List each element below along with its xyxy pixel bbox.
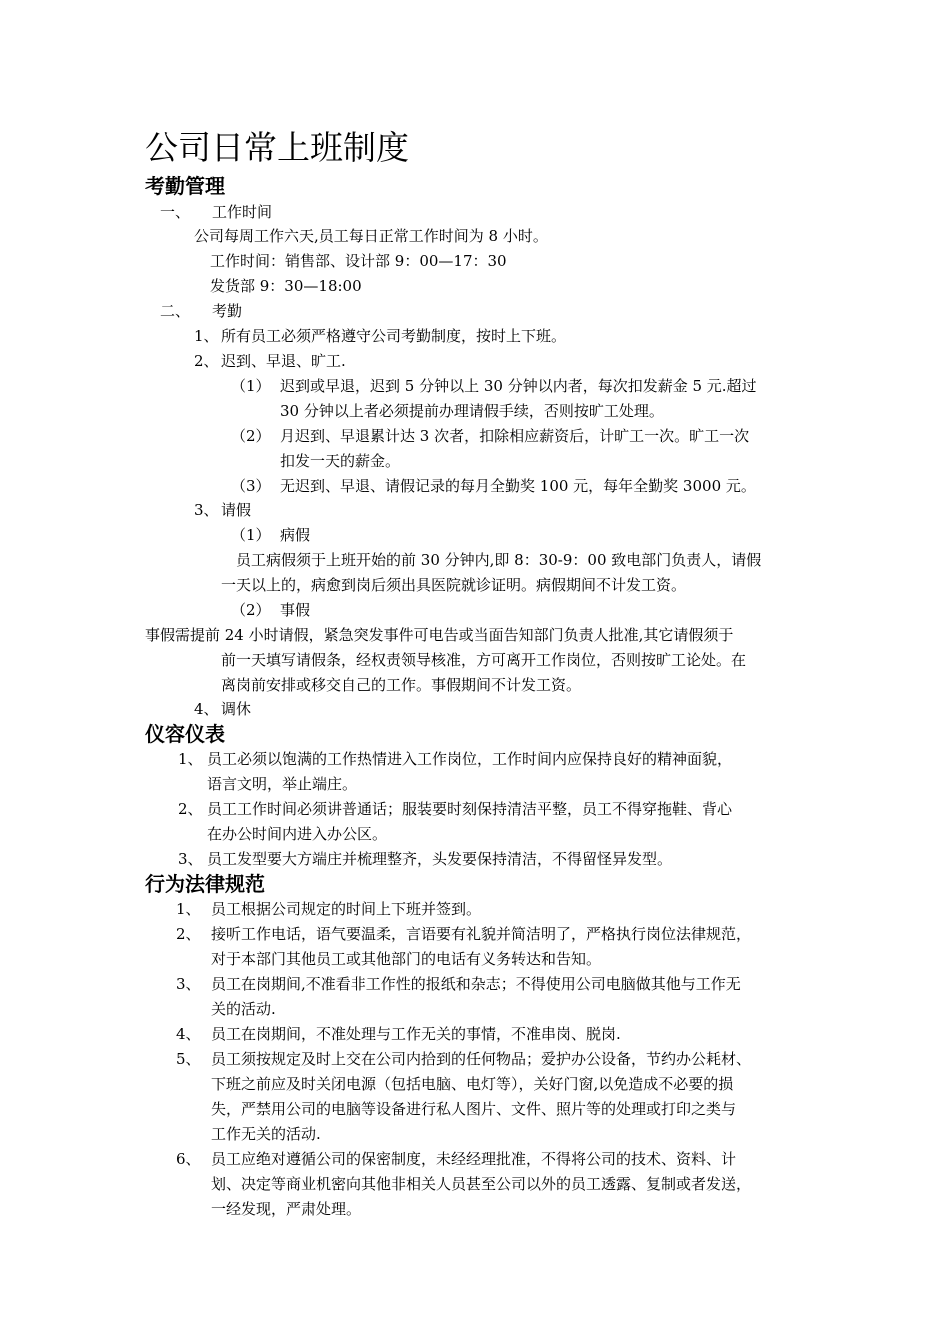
- list-item: 月迟到、早退累计达 3 次者，扣除相应薪资后，计旷工一次。旷工一次: [280, 427, 750, 445]
- paragraph: 事假需提前 24 小时请假，紧急突发事件可电告或当面告知部门负责人批准,其它请假须于: [145, 626, 734, 644]
- list-marker: （1）: [231, 526, 271, 544]
- list-item: 调休: [221, 700, 252, 718]
- list-marker: （2）: [231, 427, 271, 445]
- list-item: 工作无关的活动.: [211, 1125, 321, 1143]
- list-marker: 2、: [178, 800, 203, 818]
- list-marker: 1、: [176, 900, 201, 918]
- list-item: 员工工作时间必须讲普通话；服装要时刻保持清洁平整，员工不得穿拖鞋、背心: [207, 800, 733, 818]
- list-item: 无迟到、早退、请假记录的每月全勤奖 100 元，每年全勤奖 3000 元。: [280, 477, 756, 495]
- list-item: 30 分钟以上者必须提前办理请假手续，否则按旷工处理。: [280, 402, 664, 420]
- list-item: 所有员工必须严格遵守公司考勤制度，按时上下班。: [221, 327, 567, 345]
- list-marker: 5、: [176, 1050, 201, 1068]
- list-item: 员工须按规定及时上交在公司内拾到的任何物品；爱护办公设备，节约办公耗材、: [211, 1050, 752, 1068]
- list-item: 扣发一天的薪金。: [280, 452, 401, 470]
- paragraph: 前一天填写请假条，经权责领导核准，方可离开工作岗位，否则按旷工论处。在: [221, 651, 747, 669]
- list-item: 下班之前应及时关闭电源（包括电脑、电灯等），关好门窗,以免造成不必要的损: [211, 1075, 734, 1093]
- list-item: 迟到、早退、旷工.: [221, 352, 346, 370]
- list-item: 接听工作电话，语气要温柔，言语要有礼貌并简洁明了，严格执行岗位法律规范，: [211, 925, 752, 943]
- list-marker: 3、: [194, 501, 219, 519]
- paragraph: 公司每周工作六天,员工每日正常工作时间为 8 小时。: [194, 227, 548, 245]
- list-marker: 1、: [178, 750, 203, 768]
- list-item: 语言文明，举止端庄。: [207, 775, 358, 793]
- paragraph: 离岗前安排或移交自己的工作。事假期间不计发工资。: [221, 676, 582, 694]
- list-marker: 6、: [176, 1150, 201, 1168]
- list-marker: 3、: [176, 975, 201, 993]
- list-item: 员工发型要大方端庄并梳理整齐，头发要保持清洁，不得留怪异发型。: [207, 850, 673, 868]
- list-marker: （3）: [231, 477, 271, 495]
- list-marker: 4、: [194, 700, 219, 718]
- list-item: 员工根据公司规定的时间上下班并签到。: [211, 900, 482, 918]
- list-marker: （2）: [231, 601, 271, 619]
- list-item: 失，严禁用公司的电脑等设备进行私人图片、文件、照片等的处理或打印之类与: [211, 1100, 737, 1118]
- list-item: 一经发现，严肃处理。: [211, 1200, 362, 1218]
- section-heading-conduct: 行为法律规范: [145, 872, 265, 896]
- list-item: 划、决定等商业机密向其他非相关人员甚至公司以外的员工透露、复制或者发送，: [211, 1175, 752, 1193]
- page-title: 公司日常上班制度: [145, 128, 409, 167]
- paragraph: 员工病假须于上班开始的前 30 分钟内,即 8：30-9：00 致电部门负责人，请假: [236, 551, 762, 569]
- paragraph: 工作时间：销售部、设计部 9：00—17：30: [210, 252, 507, 270]
- list-marker: 3、: [178, 850, 203, 868]
- list-marker: 一、: [160, 203, 191, 221]
- list-item: 病假: [280, 526, 311, 544]
- list-item: 事假: [280, 601, 311, 619]
- subheading: 考勤: [212, 302, 243, 320]
- list-item: 请假: [221, 501, 252, 519]
- list-item: 在办公时间内进入办公区。: [207, 825, 388, 843]
- list-marker: 4、: [176, 1025, 201, 1043]
- paragraph: 发货部 9：30—18:00: [210, 277, 362, 295]
- list-marker: （1）: [231, 377, 271, 395]
- section-heading-appearance: 仪容仪表: [145, 722, 225, 746]
- list-item: 员工应绝对遵循公司的保密制度，未经经理批准，不得将公司的技术、资料、计: [211, 1150, 737, 1168]
- section-heading-attendance: 考勤管理: [145, 174, 225, 198]
- list-item: 员工必须以饱满的工作热情进入工作岗位，工作时间内应保持良好的精神面貌，: [207, 750, 733, 768]
- list-marker: 2、: [176, 925, 201, 943]
- list-item: 关的活动.: [211, 1000, 276, 1018]
- list-item: 员工在岗期间，不准处理与工作无关的事情，不准串岗、脱岗.: [211, 1025, 621, 1043]
- list-marker: 2、: [194, 352, 219, 370]
- list-marker: 二、: [160, 302, 191, 320]
- list-marker: 1、: [194, 327, 219, 345]
- paragraph: 一天以上的，病愈到岗后须出具医院就诊证明。病假期间不计发工资。: [221, 576, 687, 594]
- list-item: 对于本部门其他员工或其他部门的电话有义务转达和告知。: [211, 950, 602, 968]
- subheading: 工作时间: [212, 203, 273, 221]
- list-item: 迟到或早退，迟到 5 分钟以上 30 分钟以内者，每次扣发薪金 5 元.超过: [280, 377, 757, 395]
- list-item: 员工在岗期间,不准看非工作性的报纸和杂志；不得使用公司电脑做其他与工作无: [211, 975, 741, 993]
